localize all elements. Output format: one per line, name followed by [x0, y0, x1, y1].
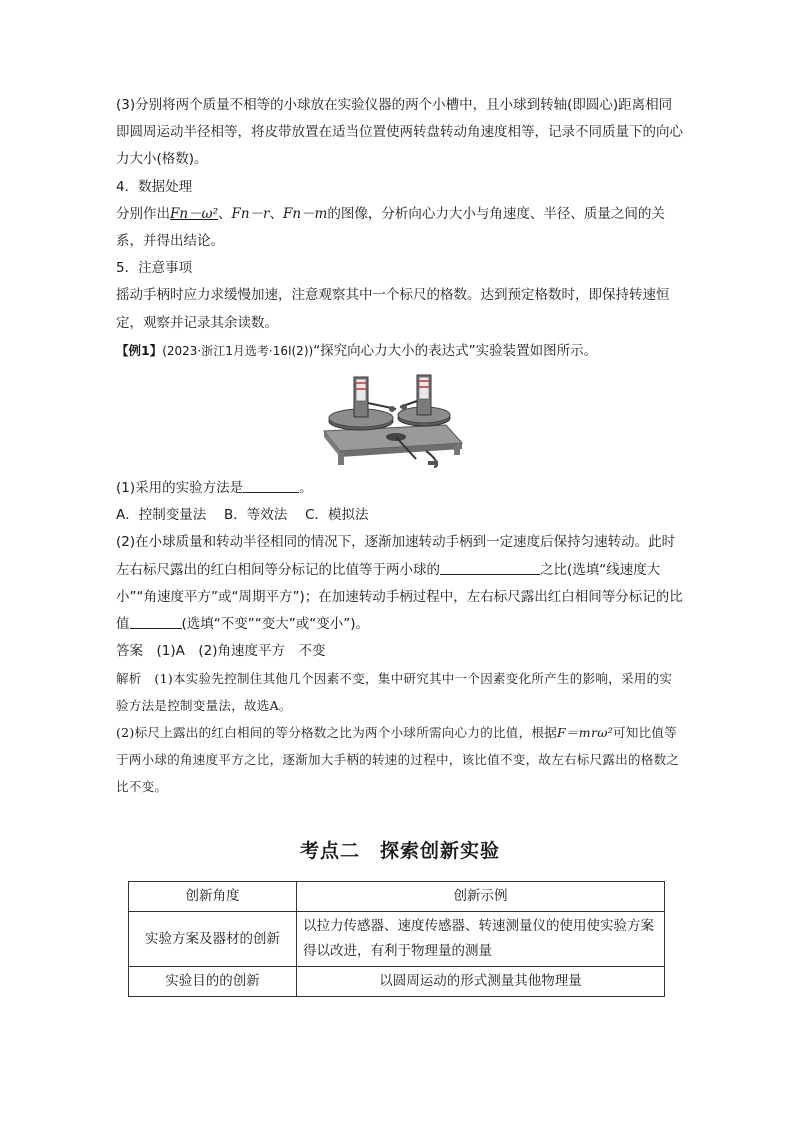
formula-centripetal-force: F＝mrω²	[557, 725, 614, 741]
answer-line: 答案 (1)A (2)角速度平方 不变	[116, 643, 326, 660]
section-4-title: 4．数据处理	[116, 178, 193, 195]
table-row	[129, 967, 665, 997]
answer-blank-2	[440, 560, 540, 575]
table-header: 创新角度	[129, 882, 297, 912]
analysis-part-2: (2)标尺上露出的红白相间的等分格数之比为两个小球所需向心力的比值，根据F＝mrω²可知比值等于两小球的角速度平方之比，逐渐加大手柄的转速的过程中，该比值不变，故左右标尺露出的格数之比不变。	[116, 725, 680, 795]
formula-fn-omega: Fn－ω²	[170, 205, 218, 222]
section-4-text: 分别作出Fn－ω²、Fn－r、Fn－m的图像，分析向心力大小与角速度、半径、质量之间的关系，并得出结论。	[116, 205, 665, 250]
apparatus-figure	[116, 369, 684, 469]
formula-fn-r: Fn－r	[231, 205, 270, 222]
table-cell: 实验目的的创新	[129, 967, 297, 997]
table-cell: 以圆周运动的形式测量其他物理量	[297, 967, 665, 997]
paragraph-step-3: (3)分别将两个质量不相等的小球放在实验仪器的两个小槽中，且小球到转轴(即圆心)距离相同即圆周运动半径相等，将皮带放置在适当位置使两转盘转动角速度相等，记录不同质量下的向心力大小(格数)。	[116, 97, 683, 168]
analysis-part-1: 解析 (1)本实验先控制住其他几个因素不变，集中研究其中一个因素变化所产生的影响，采用的实验方法是控制变量法，故选A。	[116, 671, 673, 714]
example-label: 【例1】	[116, 342, 163, 358]
question-1-options: A．控制变量法 B．等效法 C．模拟法	[116, 507, 369, 524]
section-title: 考点二 探索创新实验	[299, 840, 500, 863]
table-cell: 实验方案及器材的创新	[129, 912, 297, 967]
answer-blank-3	[130, 614, 182, 629]
example-source: (2023·浙江1月选考·16Ⅰ(2))	[162, 343, 314, 358]
table-header-row	[129, 882, 665, 912]
centripetal-force-apparatus-illustration	[316, 369, 466, 469]
table-header: 创新示例	[297, 882, 665, 912]
table-row	[129, 912, 665, 967]
table-cell: 以拉力传感器、速度传感器、转速测量仪的使用使实验方案得以改进，有利于物理量的测量	[297, 912, 665, 967]
answer-blank-1	[243, 478, 299, 493]
example-1-intro: 【例1】(2023·浙江1月选考·16Ⅰ(2))“探究向心力大小的表达式”实验装置如图所示。	[116, 342, 598, 359]
innovation-table	[128, 881, 665, 997]
page-content	[116, 92, 684, 997]
question-1: (1)采用的实验方法是 。	[116, 480, 313, 497]
section-5-text: 摇动手柄时应力求缓慢加速，注意观察其中一个标尺的格数。达到预定格数时，即保持转速恒定，观察并记录其余读数。	[116, 287, 670, 331]
formula-fn-m: Fn－m	[283, 205, 328, 222]
question-2: (2)在小球质量和转动半径相同的情况下，逐渐加速转动手柄到一定速度后保持匀速转动。此时左右标尺露出的红白相间等分标记的比值等于两小球的 之比(选填“线速度大小”“角速度平方”或“周期平方”)；在加速转动手柄过程中，左右标尺露出红白相间等分标记的比值 (选填“不变”“变大”或“变小”)。	[116, 534, 683, 633]
section-5-title: 5．注意事项	[116, 260, 193, 277]
